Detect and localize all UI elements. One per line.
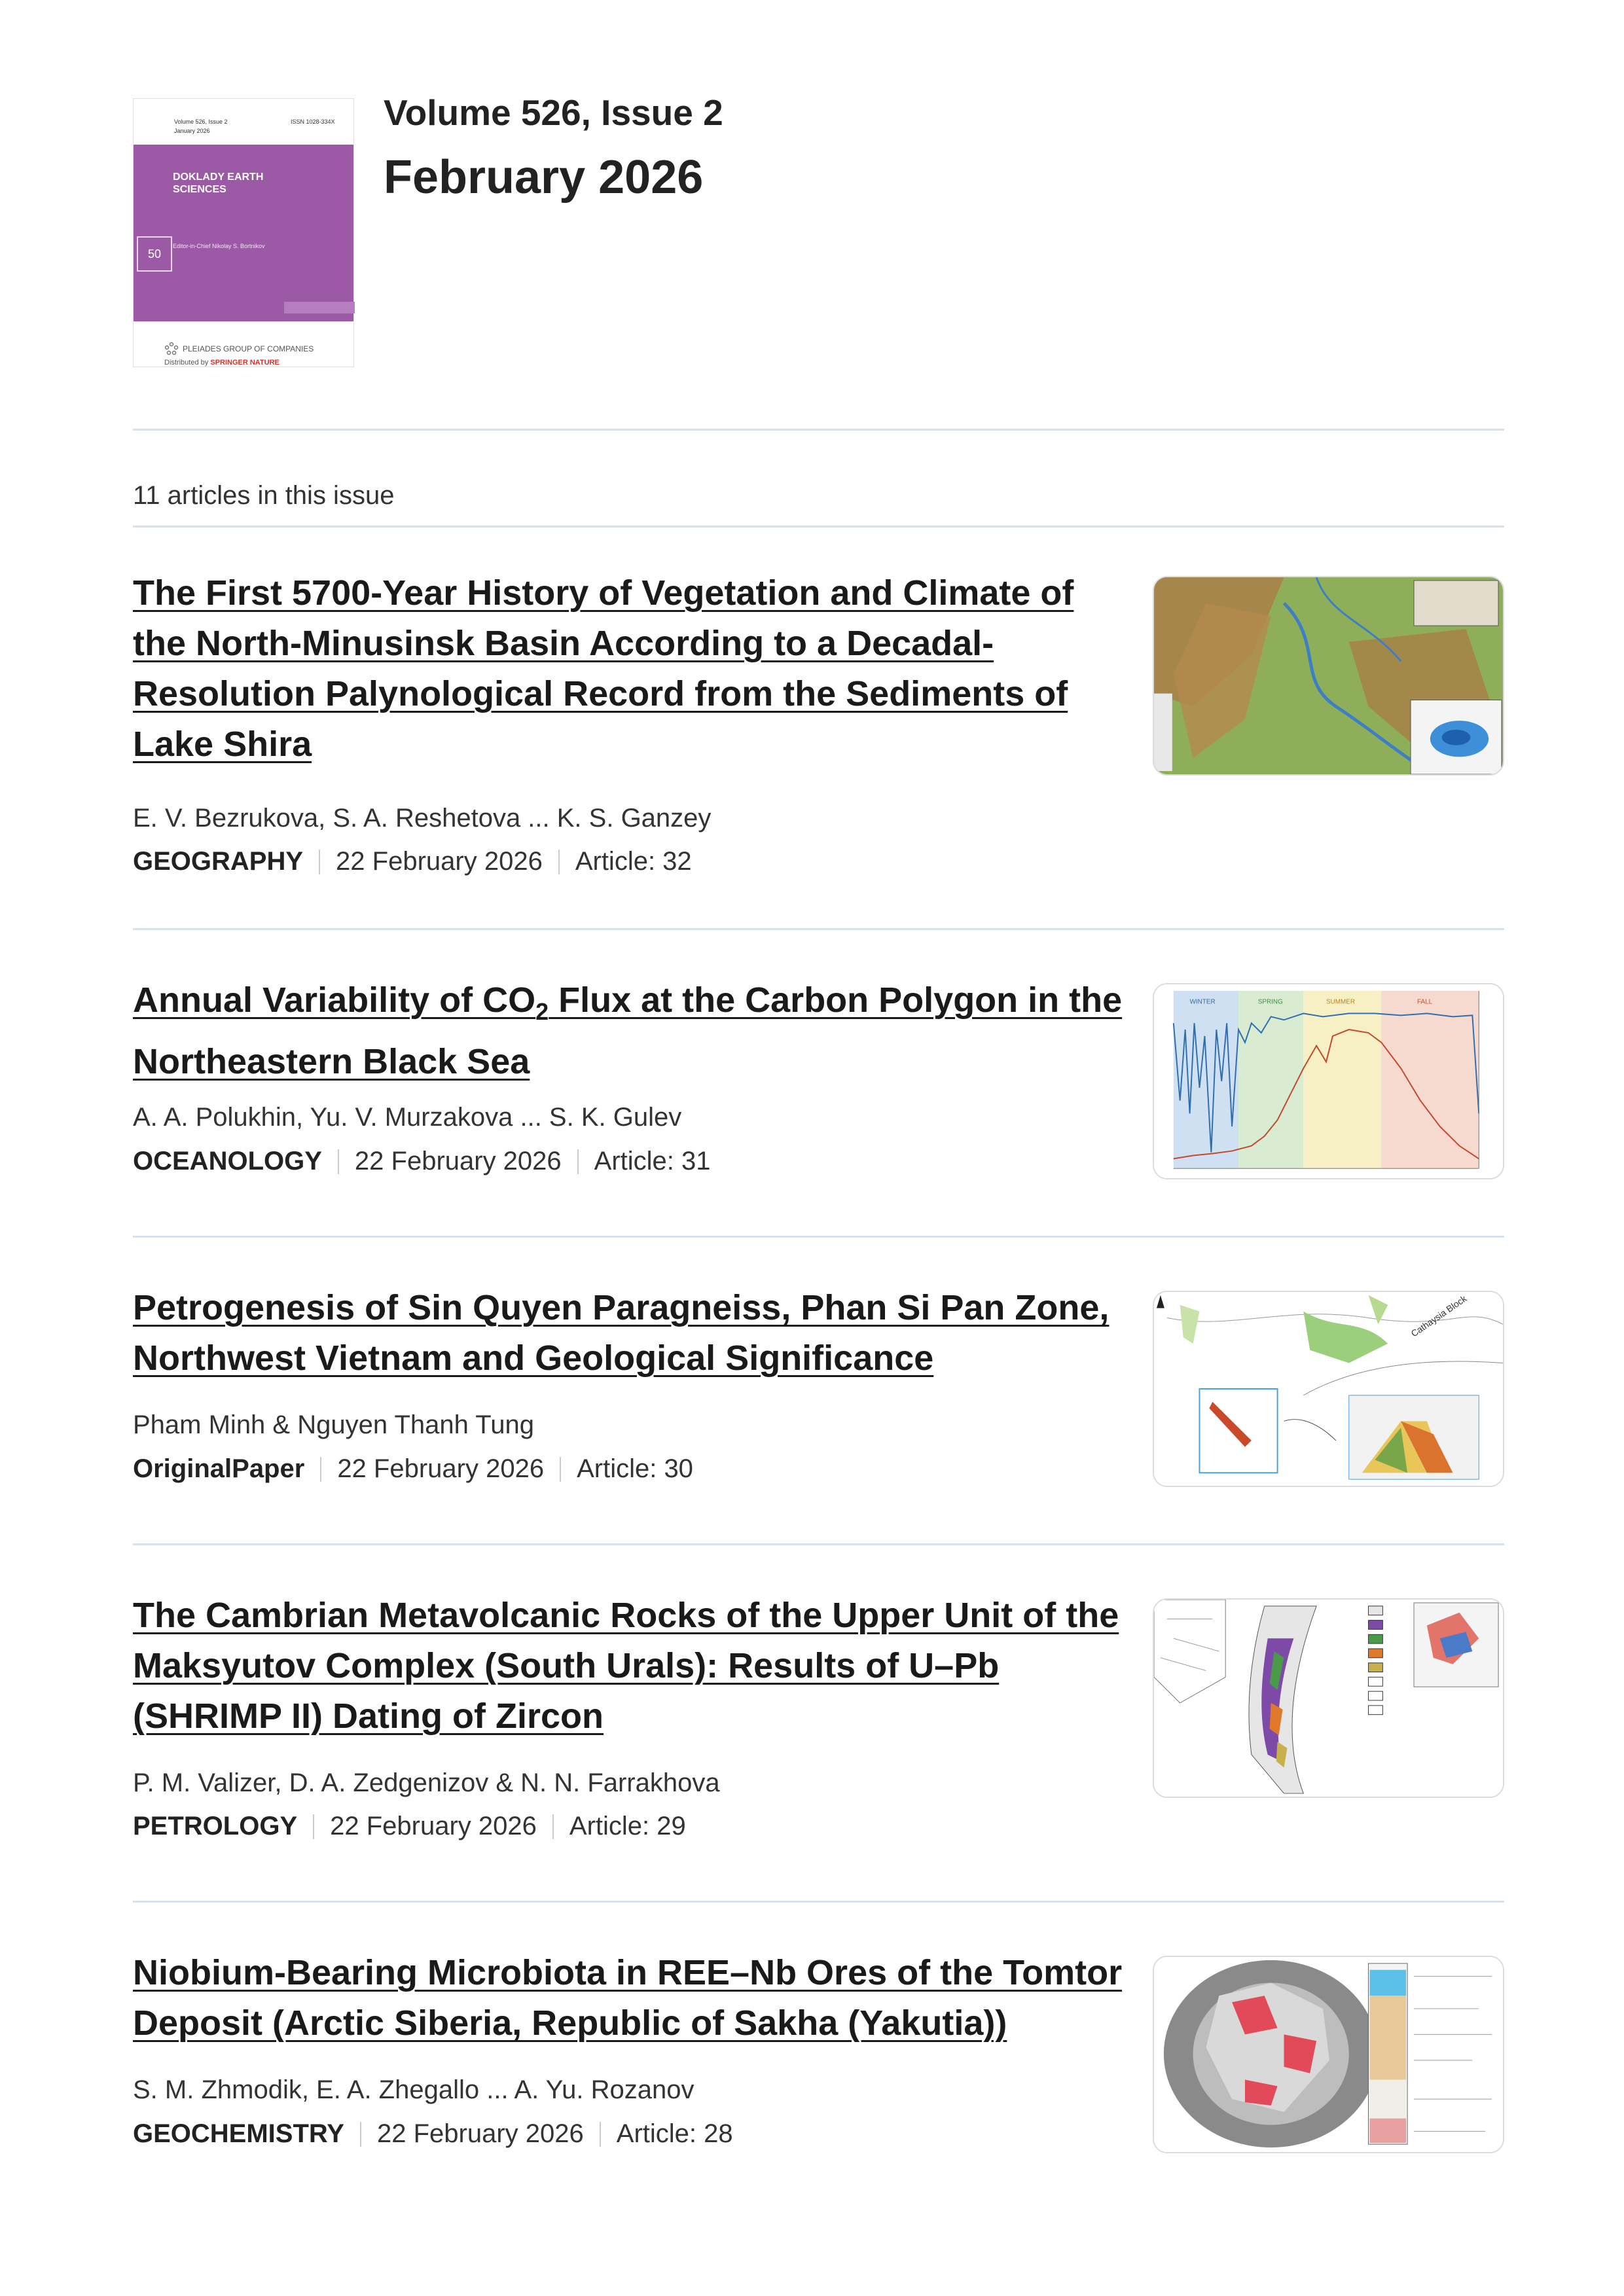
pleiades-star-icon [164,342,179,356]
cover-issue-line: Volume 526, Issue 2 [174,118,228,125]
article-category: GEOGRAPHY [133,847,304,876]
divider [133,526,1504,528]
article-title[interactable] [133,1948,1128,2049]
meta-separator [360,2122,361,2147]
map-label: Cathaysia Block [1409,1293,1469,1339]
article-authors: P. M. Valizer, D. A. Zedgenizov & N. N. Farrakhova [133,1768,720,1797]
article-title-link[interactable]: The First 5700-Year History of Vegetation and Climate of the North-Minusinsk Basin According to a Decadal-Resolution Palynological Record from the Sediments of Lake Shira [133,573,1074,764]
article-date: 22 February 2026 [330,1812,537,1840]
article-title[interactable] [133,975,1128,1087]
topographic-map-thumbnail[interactable] [1153,576,1504,776]
season-label: WINTER [1189,998,1216,1006]
geological-map-thumbnail[interactable] [1153,1291,1504,1487]
divider [133,1236,1504,1238]
meta-separator [558,850,560,874]
cover-editor: Editor-in-Chief Nikolay S. Bortnikov [173,243,265,249]
article-meta [133,1812,686,1841]
title-subscript: 2 [535,997,549,1025]
article-number: Article: 29 [569,1812,686,1840]
article-title-link[interactable]: Niobium-Bearing Microbiota in REE–Nb Ores of the Tomtor Deposit (Arctic Siberia, Republic of Sakha (Yakutia)) [133,1953,1123,2043]
article-number: Article: 32 [575,847,692,876]
meta-separator [320,1457,321,1482]
divider [133,429,1504,431]
cover-issn: ISSN 1028-334X [291,118,335,125]
article-date: 22 February 2026 [354,1147,562,1175]
title-text: Flux at the Carbon Polygon in the Northeastern Black Sea [133,980,1123,1081]
volume-issue: Volume 526, Issue 2 [384,92,723,133]
cover-number: 50 [137,236,172,272]
meta-separator [319,850,320,874]
article-number: Article: 28 [616,2119,733,2148]
season-label: FALL [1416,998,1433,1006]
article-category: GEOCHEMISTRY [133,2119,344,2148]
cover-title: DOKLADY EARTH SCIENCES [173,171,264,195]
publisher-logo [164,342,314,356]
cover-month: January 2026 [174,128,210,134]
article-category: PETROLOGY [133,1812,298,1840]
distributor-line [164,359,280,367]
cover-purple-band [134,145,353,321]
divider [133,1901,1504,1903]
article-authors: S. M. Zhmodik, E. A. Zhegallo ... A. Yu. Rozanov [133,2075,695,2104]
article-meta [133,2119,733,2149]
geologic-section-thumbnail[interactable] [1153,1598,1504,1798]
article-count: 11 articles in this issue [133,481,395,510]
meta-separator [338,1149,339,1174]
issue-date: February 2026 [384,151,704,204]
deposit-map-thumbnail[interactable] [1153,1956,1504,2153]
article-title-link[interactable]: The Cambrian Metavolcanic Rocks of the Upper Unit of the Maksyutov Complex (South Urals): Results of U–Pb (SHRIMP II) Dating of Zircon [133,1596,1119,1736]
article-meta [133,1147,711,1176]
cover-strip [284,302,355,314]
seasonal-line-chart-thumbnail[interactable] [1153,983,1504,1179]
article-meta [133,847,692,876]
article-title[interactable] [133,1283,1128,1384]
distributor-name: SPRINGER NATURE [210,359,280,367]
meta-separator [560,1457,561,1482]
article-category: OCEANOLOGY [133,1147,322,1175]
article-date: 22 February 2026 [377,2119,584,2148]
article-title-link[interactable] [133,980,1122,1081]
publisher-name: PLEIADES GROUP OF COMPANIES [183,344,314,353]
article-date: 22 February 2026 [337,1454,545,1483]
divider [133,928,1504,930]
article-number: Article: 31 [594,1147,711,1175]
meta-separator [600,2122,601,2147]
article-authors: E. V. Bezrukova, S. A. Reshetova ... K. S. Ganzey [133,804,712,833]
article-number: Article: 30 [577,1454,693,1483]
article-category: OriginalPaper [133,1454,305,1483]
season-label: SUMMER [1326,998,1356,1006]
meta-separator [552,1814,554,1839]
distributor-prefix: Distributed by [164,359,209,367]
season-label: SPRING [1257,998,1283,1006]
article-authors: Pham Minh & Nguyen Thanh Tung [133,1410,534,1439]
divider [133,1543,1504,1545]
article-date: 22 February 2026 [336,847,543,876]
article-meta [133,1454,693,1484]
title-text: Annual Variability of CO [133,980,536,1020]
issue-header [133,92,1504,432]
journal-cover-image[interactable] [133,98,354,367]
meta-separator [313,1814,314,1839]
article-title[interactable] [133,568,1128,770]
article-authors: A. A. Polukhin, Yu. V. Murzakova ... S. K. Gulev [133,1103,682,1132]
article-title[interactable] [133,1590,1128,1742]
meta-separator [577,1149,579,1174]
article-title-link[interactable]: Petrogenesis of Sin Quyen Paragneiss, Phan Si Pan Zone, Northwest Vietnam and Geological Significance [133,1288,1110,1378]
